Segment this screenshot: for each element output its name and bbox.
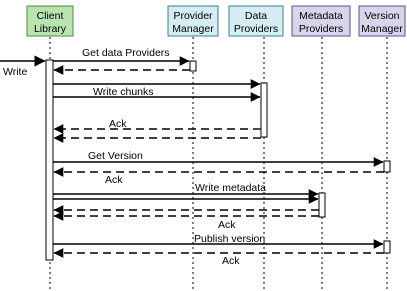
participant-label-line2: Providers: [298, 23, 344, 35]
participant-label-line2: Library: [33, 23, 67, 35]
participant-data-providers: [229, 6, 283, 36]
participant-label-line2: Providers: [233, 23, 279, 35]
participant-client: [27, 6, 73, 36]
message-label: Get Version: [88, 150, 143, 162]
activation-bar-metadata-providers: [319, 193, 325, 217]
activation-bar-client: [46, 60, 53, 260]
message-label: Ack: [105, 174, 123, 186]
message-get-version: [53, 150, 383, 162]
participant-provider-manager: [168, 6, 218, 36]
participant-label-line1: Client: [36, 10, 64, 22]
participant-label-line1: Metadata: [299, 10, 343, 22]
message-ack-publish: [54, 253, 384, 267]
message-ack-metadata-providers: [54, 216, 319, 231]
message-write-chunks: [53, 86, 260, 98]
message-label: Write chunks: [93, 86, 154, 98]
participant-label-line1: Data: [244, 10, 268, 22]
message-publish-version: [53, 233, 383, 245]
participant-version-manager: [359, 6, 405, 36]
participant-label-line1: Version: [364, 10, 400, 22]
activation-bar-version-manager-1: [384, 161, 390, 172]
message-label: Ack: [109, 118, 127, 130]
message-label: Ack: [218, 219, 236, 231]
message-label: Write metadata: [195, 182, 267, 194]
message-label: Ack: [222, 255, 240, 267]
participant-label-line2: Manager: [361, 23, 403, 35]
participant-metadata-providers: [292, 6, 350, 36]
activation-bar-version-manager-2: [384, 241, 390, 253]
message-write-metadata: [53, 182, 318, 194]
entry-label: Write: [3, 66, 28, 78]
activation-bar-provider-manager: [190, 61, 196, 71]
message-label: Publish version: [194, 233, 266, 245]
activation-bar-data-providers: [261, 83, 267, 137]
participant-label-line1: Provider: [173, 10, 213, 22]
participant-label-line2: Manager: [172, 23, 214, 35]
message-label: Get data Providers: [82, 47, 170, 59]
message-get-data-providers: [53, 47, 189, 61]
message-ack-data-providers: [54, 118, 261, 130]
